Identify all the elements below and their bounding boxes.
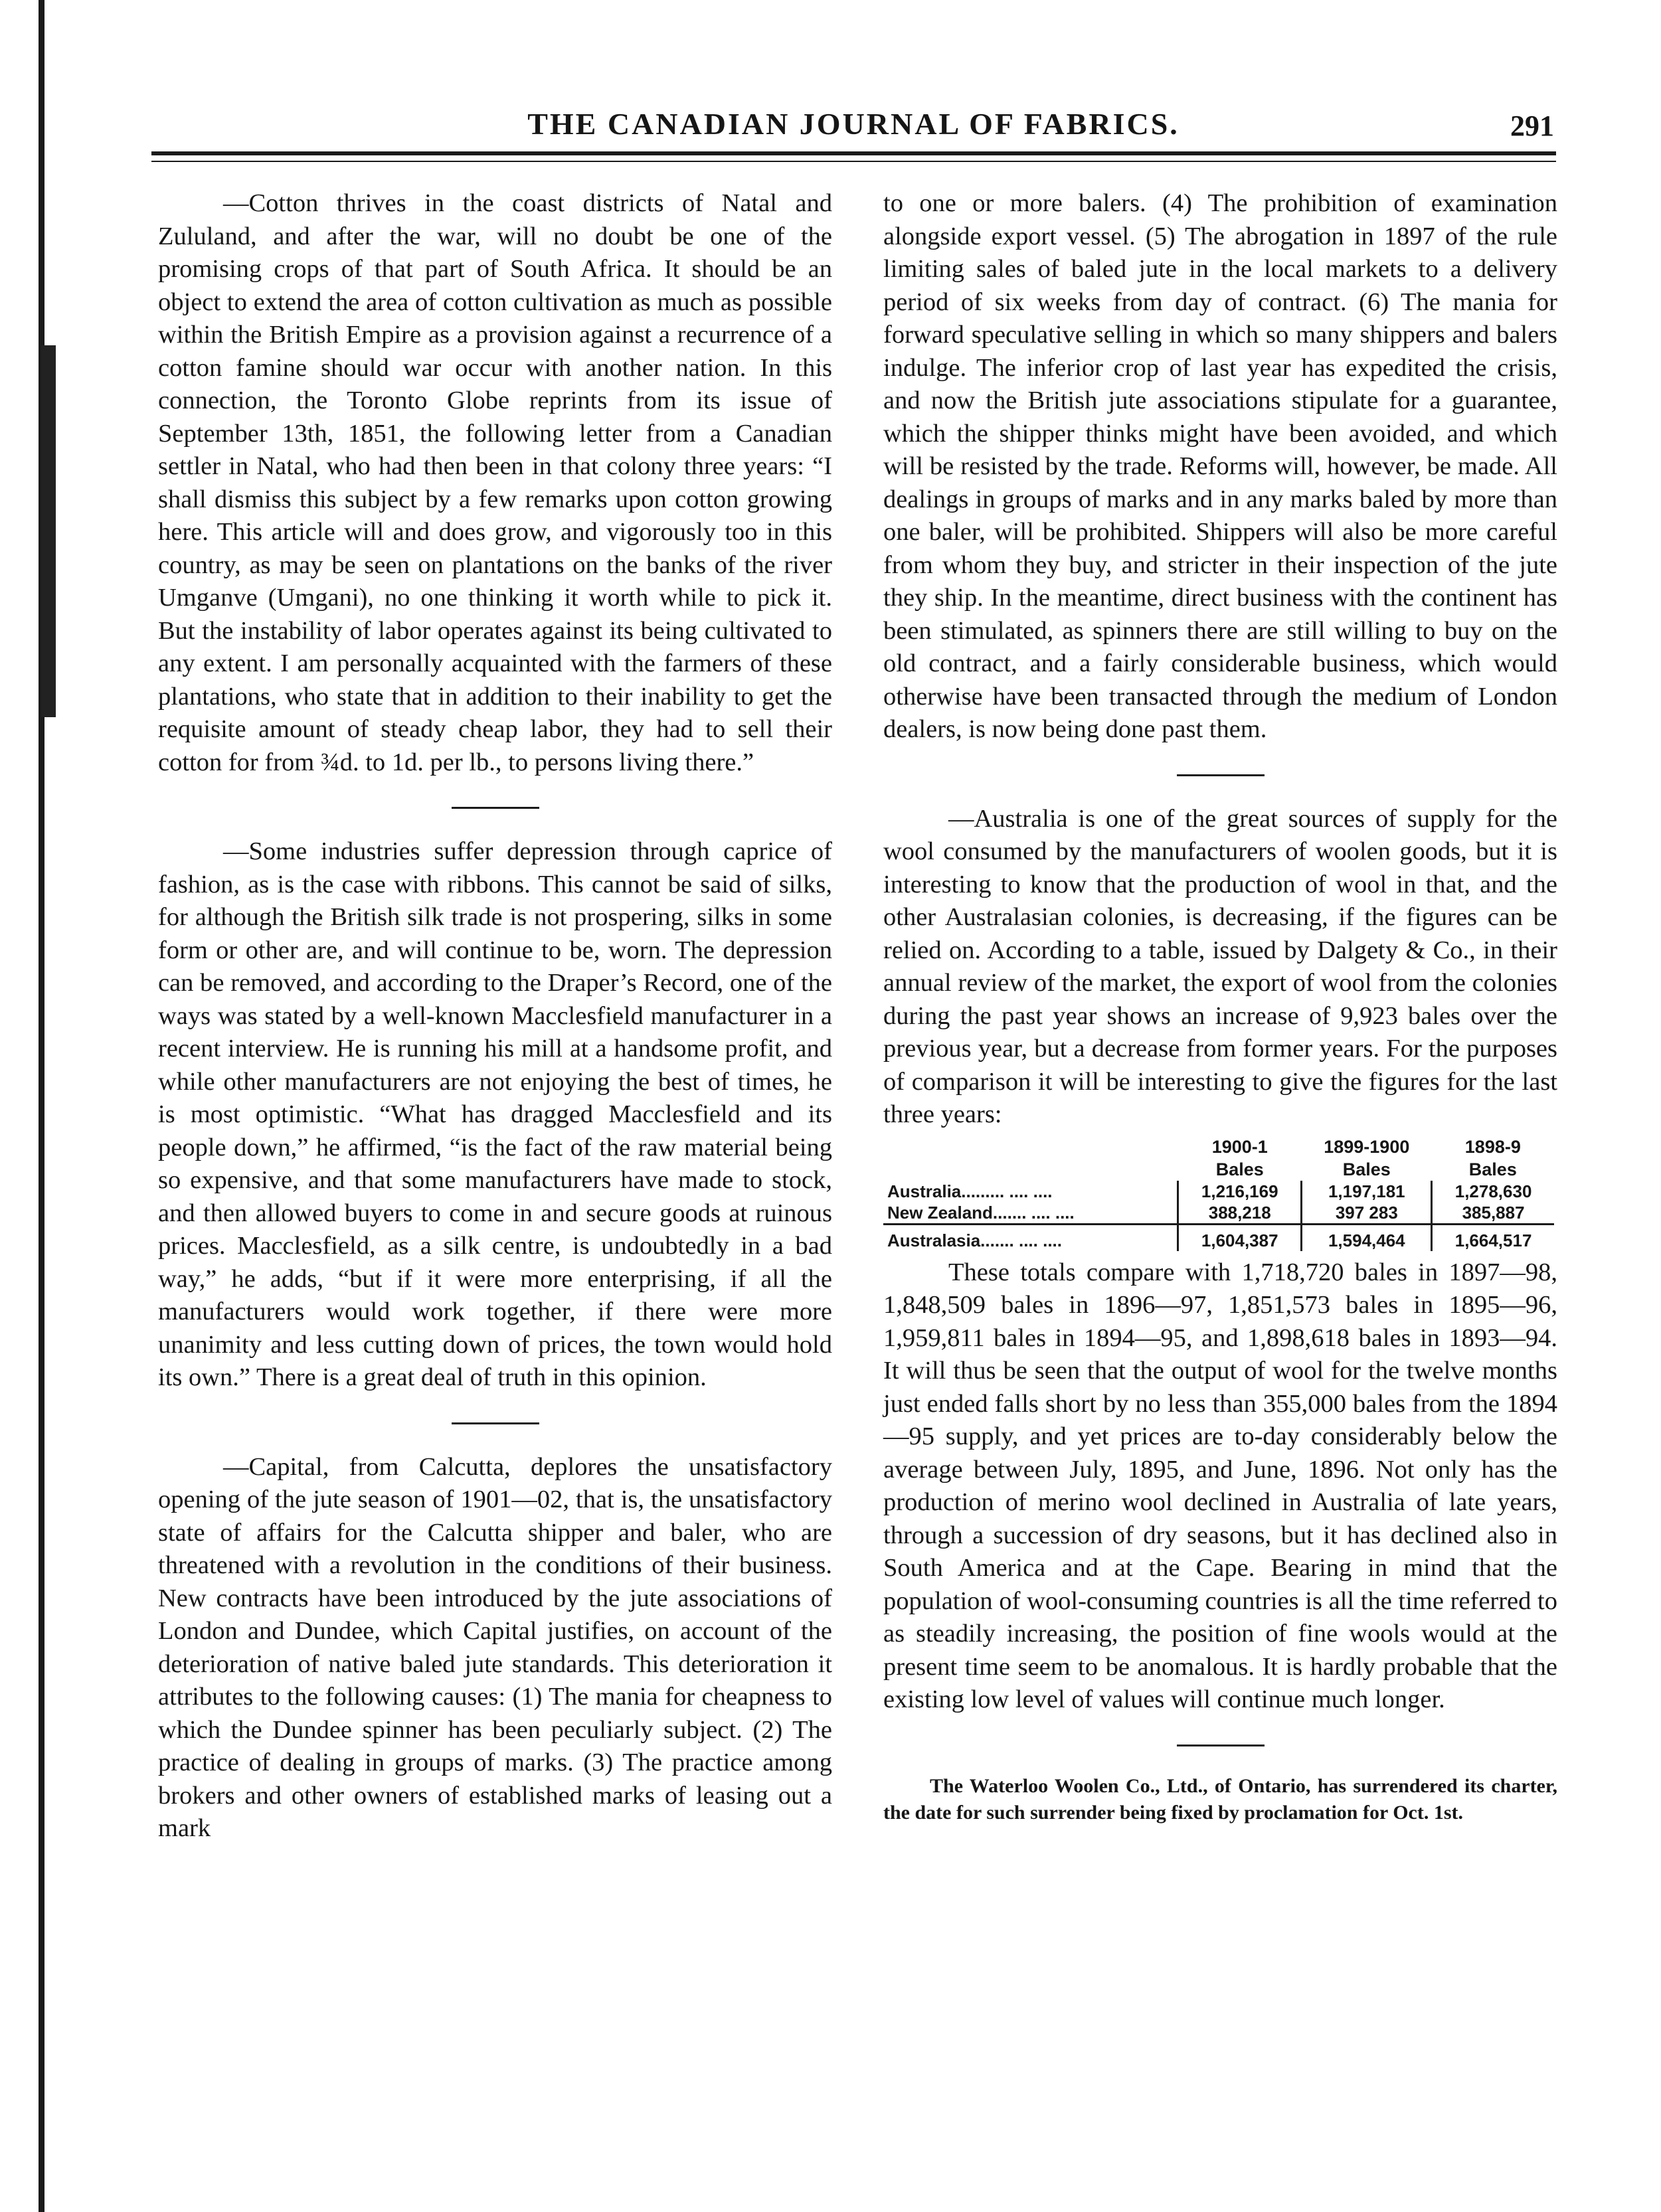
scan-binding-shadow (41, 345, 56, 717)
table-header-cell: 1899-1900 (1324, 1136, 1410, 1157)
row-label: New Zealand....... .... .... (887, 1202, 1075, 1223)
table-subheader-cell: Bales (1215, 1159, 1264, 1179)
table-subheader-cell (883, 1158, 1178, 1181)
header-rule-thick (151, 151, 1556, 155)
table-cell: 388,218 (1178, 1202, 1302, 1225)
table-cell: 1,594,464 (1302, 1224, 1432, 1251)
table-header-row (883, 1136, 1554, 1158)
table-subheader-cell: Bales (1468, 1159, 1517, 1179)
table-header-cell: 1900-1 (1211, 1136, 1268, 1157)
table-row (883, 1181, 1554, 1202)
table-header-cell (883, 1136, 1178, 1158)
table-total-row (883, 1224, 1554, 1251)
table-subheader-cell: Bales (1342, 1159, 1391, 1179)
left-column (158, 187, 832, 1845)
table-cell: 1,197,181 (1302, 1181, 1432, 1202)
section-separator (1177, 1744, 1265, 1746)
table-subheader-row (883, 1158, 1554, 1181)
table-cell: 1,216,169 (1178, 1181, 1302, 1202)
table-header-cell: 1898-9 (1464, 1136, 1521, 1157)
article-jute-continued: to one or more balers. (4) The prohibition of examination alongside export vessel. (5) The abrogation in 1897 of the rule limiting sales of baled jute in the local markets to a delivery period of six weeks from day of contract. (6) The mania for forward speculative selling in which so many shippers and balers indulge. The inferior crop of last year has expedited the crisis, and now the British jute associations stipulate for a guarantee, which the shipper thinks might have been avoided, and which will be resisted by the trade. Reforms will, however, be made. All dealings in groups of marks and in any marks baled by more than one baler, will be prohibited. Shippers will also be more careful from whom they buy, and stricter in their inspection of the jute they ship. In the meantime, direct business with the continent has been stimulated, as spinners there are still willing to buy on the old contract, and a fairly considerable business, which would otherwise have been transacted through the medium of London dealers, is now being done past them. (883, 189, 1557, 743)
section-separator (452, 1422, 539, 1424)
article-wool-totals: These totals compare with 1,718,720 bales in 1897—98, 1,848,509 bales in 1896—97, 1,851,573 bales in 1895—96, 1,959,811 bales in 1894—95, and 1,898,618 bales in 1893—94. It will thus be seen that the output of wool for the twelve months just ended falls short by no less than 355,000 bales from the 1894—95 supply, and yet prices are to-day considerably below the average between July, 1895, and June, 1896. Not only has the production of merino wool declined in Australia of late years, through a succession of dry seasons, but it has declined also in South America and at the Cape. Bearing in mind that the population of wool-consuming countries is all the time referred to as steadily increasing, the position of fine wools would at the present time seem to be anomalous. It is hardly probable that the existing low level of values will continue much longer. (883, 1258, 1557, 1713)
page-number: 291 (1510, 110, 1554, 142)
scan-binding-edge (39, 0, 44, 2212)
header-rule-thin (151, 161, 1556, 162)
journal-title: THE CANADIAN JOURNAL OF FABRICS. (527, 107, 1180, 141)
row-label: Australia......... .... .... (887, 1181, 1053, 1201)
table-row (883, 1202, 1554, 1225)
table-cell: 1,664,517 (1432, 1224, 1554, 1251)
table-cell: 1,604,387 (1178, 1224, 1302, 1251)
news-note-waterloo: The Waterloo Woolen Co., Ltd., of Ontario, has surrendered its charter, the date for such surrender being fixed by proclamation for Oct. 1st. (883, 1774, 1557, 1824)
right-column (883, 187, 1557, 1846)
section-separator (1177, 774, 1265, 776)
wool-export-table (883, 1136, 1554, 1251)
article-cotton-natal: —Cotton thrives in the coast districts of Natal and Zululand, and after the war, will no doubt be one of the promising crops of that part of South Africa. It should be an object to extend the area of cotton cultivation as much as possible within the British Empire as a provision against a recurrence of a cotton famine should war occur with another nation. In this connection, the Toronto Globe reprints from its issue of September 13th, 1851, the following letter from a Canadian settler in Natal, who had then been in that colony three years: “I shall dismiss this subject by a few remarks upon cotton growing here. This article will and does grow, and vigorously too in this country, as may be seen on plantations on the banks of the river Umganve (Umgani), no one thinking it worth while to pick it. But the instability of labor operates against its being cultivated to any extent. I am personally acquainted with the farmers of these plantations, who state that in addition to their inability to get the requisite amount of steady cheap labor, they had to sell their cotton for from ¾d. to 1d. per lb., to persons living there.” (158, 189, 832, 776)
article-silk-macclesfield: —Some industries suffer depression through caprice of fashion, as is the case with ribbons. This cannot be said of silks, for although the British silk trade is not prospering, silks in some form or other are, and will continue to be, worn. The depression can be removed, and according to the Draper’s Record, one of the ways was stated by a well-known Macclesfield manufacturer in a recent interview. He is running his mill at a handsome profit, and while other manufacturers are not enjoying the best of times, he is most optimistic. “What has dragged Macclesfield and its people down,” he affirmed, “is the fact of the raw material being so expensive, and that some manufacturers have made to stock, and then allowed buyers to come in and secure goods at ruinous prices. Macclesfield, as a silk centre, is undoubtedly in a bad way,” he adds, “but if it were more enterprising, if all the manufacturers would work together, if there were more unanimity and less cutting down of prices, the town would hold its own.” There is a great deal of truth in this opinion. (158, 837, 832, 1391)
row-label: Australasia....... .... .... (883, 1224, 1178, 1251)
table-cell: 385,887 (1432, 1202, 1554, 1225)
section-separator (452, 807, 539, 809)
table-cell: 397 283 (1302, 1202, 1432, 1225)
article-jute-calcutta: —Capital, from Calcutta, deplores the unsatisfactory opening of the jute season of 1901—02, that is, the unsatisfactory state of affairs for the Calcutta shipper and baler, who are threatened with a revolution in the conditions of their business. New contracts have been introduced by the jute associations of London and Dundee, which Capital justifies, on account of the deterioration of native baled jute standards. This deterioration it attributes to the following causes: (1) The mania for cheapness to which the Dundee spinner has been peculiarly subject. (2) The practice of dealing in groups of marks. (3) The practice among brokers and other owners of established marks of leasing out a mark (158, 1452, 832, 1842)
table-cell: 1,278,630 (1432, 1181, 1554, 1202)
article-australia-wool: —Australia is one of the great sources of supply for the wool consumed by the manufacturers of woolen goods, but it is interesting to know that the production of wool in that, and the other Australasian colonies, is decreasing, if the figures can be relied on. According to a table, issued by Dalgety & Co., in their annual review of the market, the export of wool from the colonies during the past year shows an increase of 9,923 bales over the previous year, but a decrease from former years. For the purposes of comparison it will be interesting to give the figures for the last three years: (883, 804, 1557, 1128)
page-header (153, 106, 1554, 153)
